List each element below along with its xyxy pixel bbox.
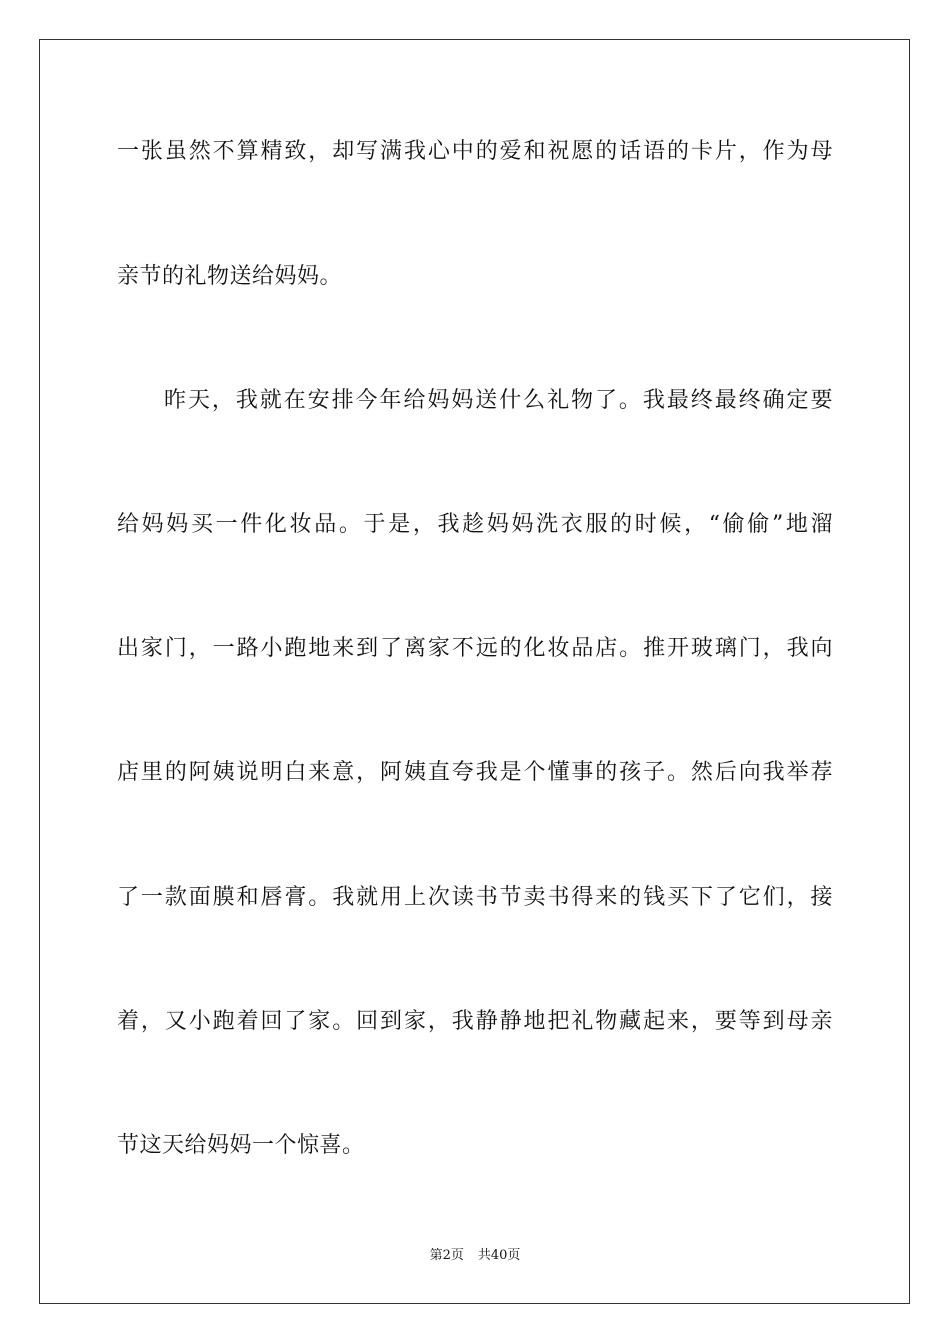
- page-number: 第2页: [429, 1248, 464, 1263]
- paragraph-line: 一张虽然不算精致，却写满我心中的爱和祝愿的话语的卡片，作为母: [117, 139, 833, 164]
- page-total: 共40页: [477, 1248, 521, 1263]
- paragraph-line: 节这天给妈妈一个惊喜。: [117, 1133, 365, 1158]
- paragraph-line: 亲节的礼物送给妈妈。: [117, 264, 343, 289]
- paragraph-line: 给妈妈买一件化妆品。于是，我趁妈妈洗衣服的时候，“偷偷”地溜: [117, 512, 833, 537]
- paragraph-line: 店里的阿姨说明白来意，阿姨直夸我是个懂事的孩子。然后向我举荐: [117, 760, 833, 785]
- paragraph-line: 昨天，我就在安排今年给妈妈送什么礼物了。我最终最终确定要: [164, 388, 833, 413]
- paragraph-line: 了一款面膜和唇膏。我就用上次读书节卖书得来的钱买下了它们，接: [117, 885, 833, 910]
- paragraph-line: 出家门，一路小跑地来到了离家不远的化妆品店。推开玻璃门，我向: [117, 636, 833, 661]
- page-footer: [0, 1248, 950, 1264]
- paragraph-line: 着，又小跑着回了家。回到家，我静静地把礼物藏起来，要等到母亲: [117, 1009, 833, 1034]
- page-border: [39, 39, 910, 1304]
